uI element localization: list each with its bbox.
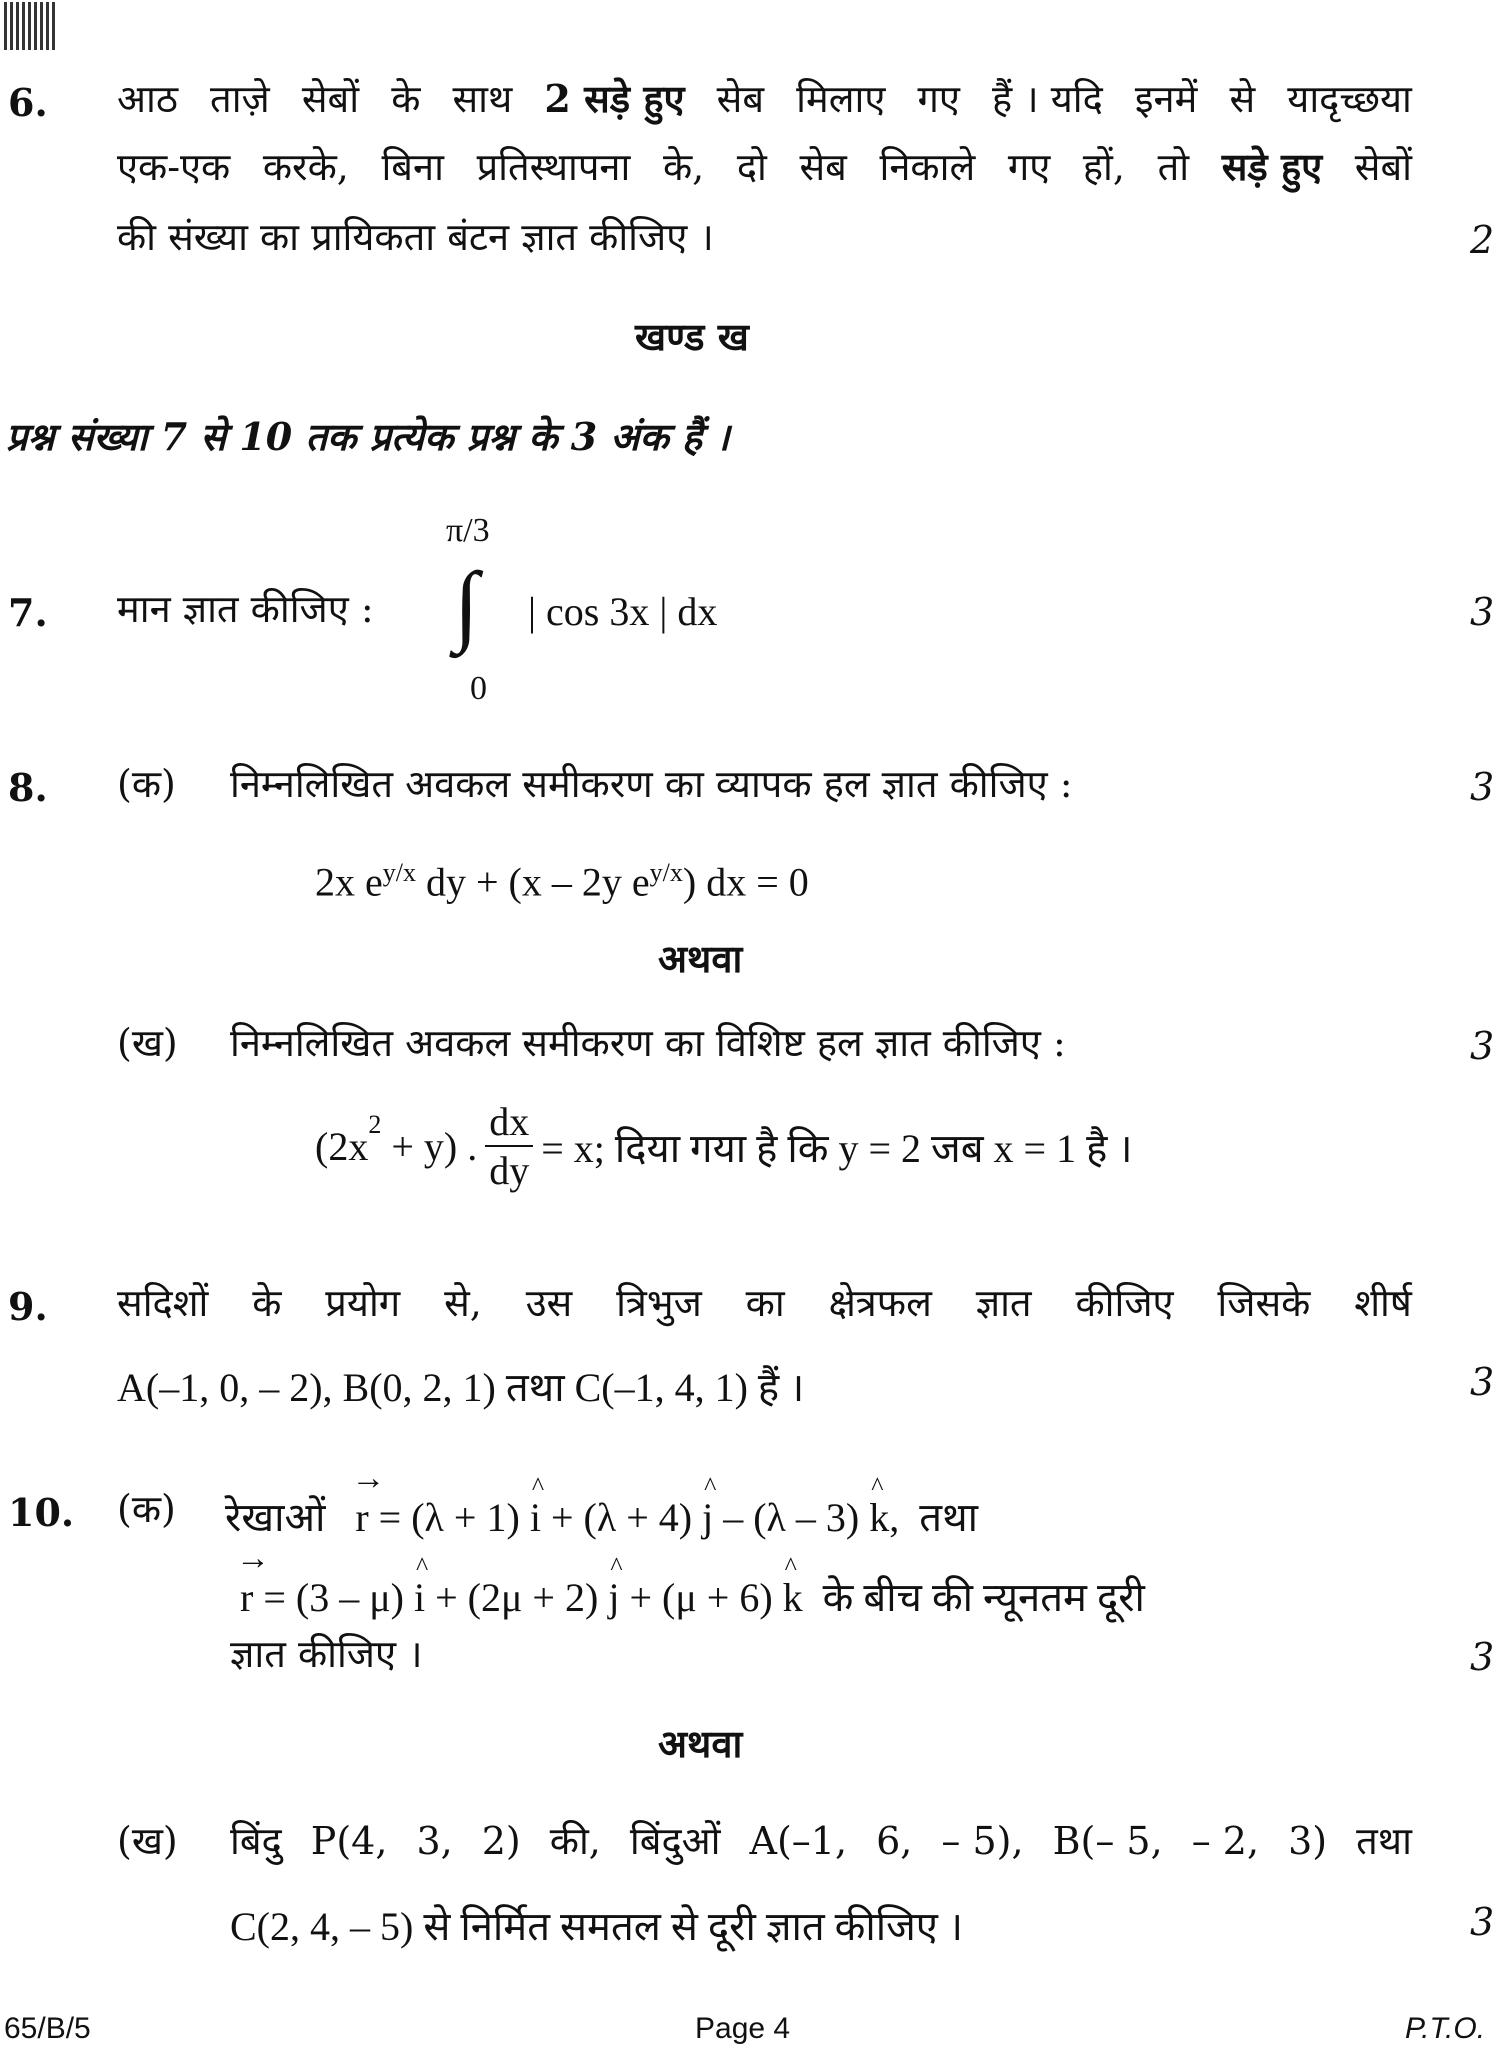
q10a-line-1 [225, 1488, 978, 1543]
unit-j: ^ j [608, 1574, 619, 1621]
word: सड़े हुए [1221, 144, 1323, 189]
integrand: | cos 3x | dx [528, 589, 718, 634]
word: की, [549, 1819, 601, 1863]
question-number: 9. [8, 1284, 48, 1329]
word: यादृच्छया [1287, 77, 1412, 121]
section-heading: खण्ड ख [635, 314, 749, 359]
q8a-text: निम्नलिखित अवकल समीकरण का व्यापक हल ज्ञात कीजिए : [230, 762, 1073, 806]
eq-part: = (λ + 1) [368, 1495, 530, 1540]
q10a-line-2 [240, 1568, 1145, 1623]
word: ताज़े [210, 77, 270, 121]
eq-part: dy + (x – 2y e [416, 859, 650, 905]
question-number: 6. [8, 80, 48, 125]
eq-part: = x; दिया गया है कि y = 2 जब x = 1 है । [541, 1125, 1133, 1171]
word: – 5), [941, 1819, 1024, 1863]
question-number: 8. [8, 765, 48, 810]
word: करके, [262, 145, 349, 189]
word: बिंदु [230, 1819, 282, 1863]
word: 2) [481, 1819, 521, 1863]
word: के, [662, 145, 705, 189]
eq-part: , तथा [889, 1495, 978, 1540]
integral-lower-limit: 0 [470, 670, 487, 707]
word: गए [917, 77, 960, 121]
word: बिना [381, 145, 444, 189]
fraction [485, 1098, 533, 1194]
word: दो [736, 145, 767, 189]
q6-line-2 [117, 144, 1412, 189]
option-label: (क) [117, 762, 176, 806]
marks: 3 [1470, 1635, 1495, 1679]
marks: 3 [1470, 765, 1495, 809]
q10b-line-1 [230, 1819, 1412, 1863]
eq-part: + (μ + 6) [619, 1575, 783, 1620]
word: शीर्ष [1354, 1281, 1412, 1325]
marks: 3 [1470, 1024, 1495, 1068]
word: P(4, [310, 1819, 388, 1863]
word: इनमें [1134, 77, 1198, 121]
word: आठ [117, 77, 178, 121]
or-separator: अथवा [658, 936, 743, 981]
marks: 3 [1470, 1900, 1495, 1944]
q10b-line-2: C(2, 4, – 5) से निर्मित समतल से दूरी ज्ञात कीजिए । [230, 1904, 964, 1949]
eq-part: 2x e [315, 859, 383, 905]
q6-line-3: की संख्या का प्रायिकता बंटन ज्ञात कीजिए । [117, 215, 714, 259]
denominator: dy [489, 1148, 530, 1193]
word: तथा [1356, 1819, 1412, 1863]
word: सेब [716, 77, 765, 121]
word: तो [1157, 145, 1190, 189]
q9-line-2: A(–1, 0, – 2), B(0, 2, 1) तथा C(–1, 4, 1) हैं । [117, 1365, 805, 1410]
word: जिसके [1217, 1281, 1311, 1325]
page-number: Page 4 [695, 2012, 791, 2045]
option-label: (ख) [117, 1021, 178, 1065]
option-label: (क) [117, 1487, 176, 1531]
vector-r: → r [240, 1574, 253, 1621]
exponent: 2 [368, 1110, 382, 1139]
option-label: (ख) [117, 1819, 178, 1863]
eq-part: = (3 – μ) [253, 1575, 414, 1620]
word: कीजिए [1075, 1281, 1174, 1325]
integral-sign: ∫ [454, 555, 479, 654]
marks: 2 [1470, 218, 1495, 262]
question-number: 7. [8, 590, 48, 635]
eq-part: + y) . [381, 1123, 478, 1169]
eq-part: के बीच की न्यूनतम दूरी [802, 1575, 1145, 1620]
word: हों, [1082, 145, 1125, 189]
word: एक-एक [117, 145, 231, 189]
word: के [391, 77, 421, 121]
word: B(– 5, [1052, 1819, 1163, 1863]
eq-part: (2x [315, 1123, 369, 1169]
q9-line-1 [117, 1281, 1412, 1325]
q10a-line-3: ज्ञात कीजिए । [230, 1632, 423, 1676]
q8a-equation [315, 858, 809, 905]
word: गए [1007, 145, 1051, 189]
unit-i: ^ i [414, 1574, 425, 1621]
word: 6, [876, 1819, 913, 1863]
unit-i: ^ i [530, 1494, 541, 1541]
word: का [745, 1281, 785, 1325]
eq-part: – (λ – 3) [713, 1495, 870, 1540]
paper-code: 65/B/5 [4, 2012, 91, 2045]
word: निकाले [879, 145, 976, 189]
word: सेब [799, 145, 847, 189]
marks: 3 [1470, 1360, 1495, 1404]
qr-code [4, 2, 58, 50]
word: क्षेत्रफल [828, 1281, 932, 1325]
or-separator: अथवा [658, 1721, 743, 1766]
word: मिलाए [796, 77, 886, 121]
exponent: y/x [649, 858, 683, 887]
word: ज्ञात [975, 1281, 1032, 1325]
q8b-text: निम्नलिखित अवकल समीकरण का विशिष्ट हल ज्ञात कीजिए : [230, 1021, 1066, 1065]
word: से, [444, 1281, 482, 1325]
integral-upper-limit: π/3 [446, 512, 490, 549]
section-instruction: प्रश्न संख्या 7 से 10 तक प्रत्येक प्रश्न के 3 अंक हैं । [6, 414, 730, 459]
eq-part: + (2μ + 2) [425, 1575, 609, 1620]
word: त्रिभुज [616, 1281, 702, 1325]
exponent: y/x [382, 858, 416, 887]
word: A(–1, [749, 1819, 848, 1863]
word: सदिशों [117, 1281, 209, 1325]
numerator: dx [485, 1098, 533, 1147]
word: प्रयोग [325, 1281, 401, 1325]
word: प्रतिस्थापना [476, 145, 631, 189]
unit-j: ^ j [702, 1494, 713, 1541]
word: हैं । यदि [991, 77, 1103, 121]
word: सेबों [1354, 145, 1412, 189]
word: उस [525, 1281, 573, 1325]
eq-part: + (λ + 4) [540, 1495, 703, 1540]
word: बिंदुओं [629, 1819, 721, 1863]
marks: 3 [1470, 590, 1495, 634]
word: 3) [1288, 1819, 1328, 1863]
question-number: 10. [8, 1490, 75, 1535]
word: के [252, 1281, 282, 1325]
word: साथ [452, 77, 513, 121]
word: सेबों [301, 77, 360, 121]
q6-line-1 [117, 76, 1412, 121]
text: रेखाओं [225, 1495, 326, 1540]
unit-k: ^ k [869, 1494, 889, 1541]
word: 3, [416, 1819, 453, 1863]
vector-r: → r [355, 1494, 368, 1541]
pto-label: P.T.O. [1405, 2012, 1486, 2045]
q7-text: मान ज्ञात कीजिए : [117, 587, 374, 631]
word: 2 सड़े हुए [544, 76, 685, 121]
unit-k: ^ k [783, 1574, 803, 1621]
word: – 2, [1191, 1819, 1260, 1863]
q8b-equation [315, 1098, 1133, 1194]
word: से [1229, 77, 1256, 121]
eq-part: ) dx = 0 [682, 859, 809, 905]
